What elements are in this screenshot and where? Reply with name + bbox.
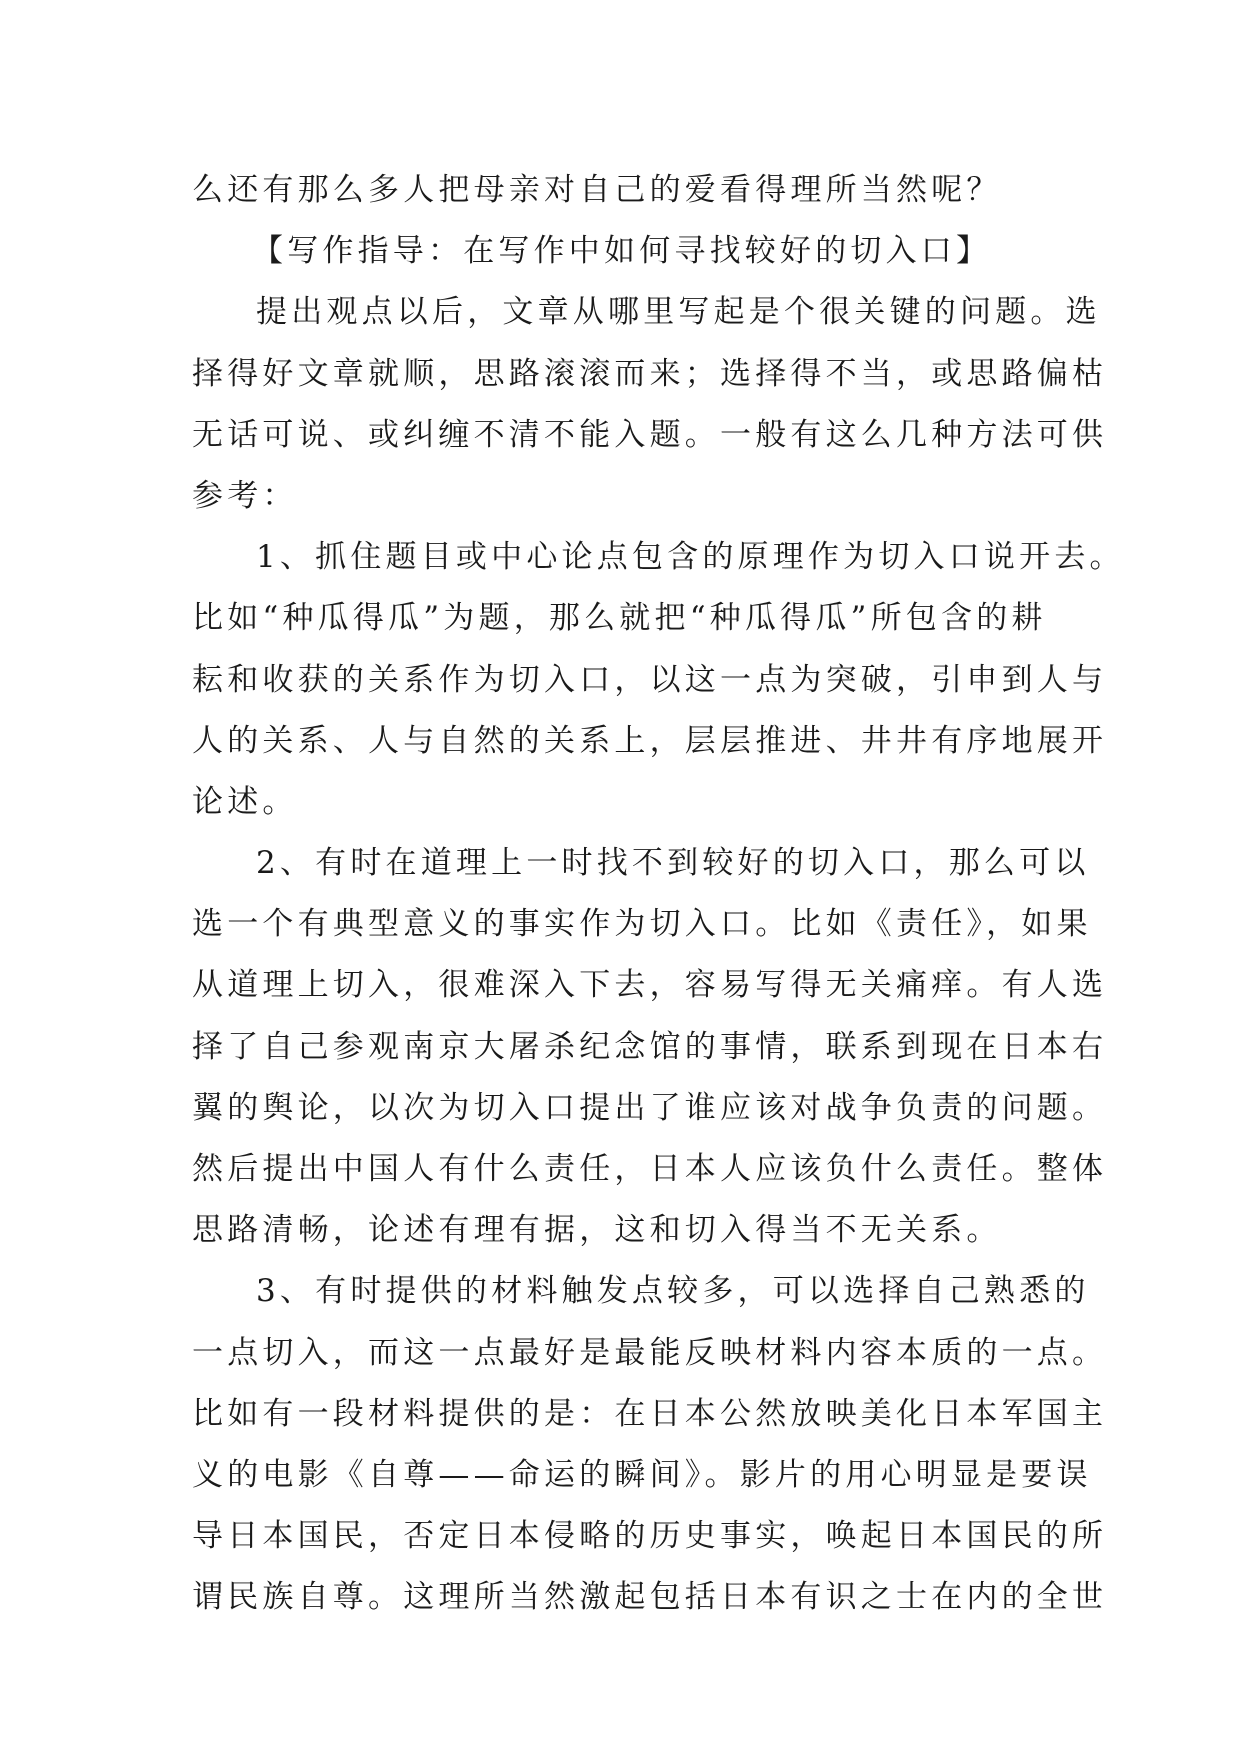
text-line: 参考： <box>192 477 298 514</box>
text-line: 择得好文章就顺，思路滚滚而来；选择得不当，或思路偏枯 <box>192 355 1108 392</box>
text-line: 3、有时提供的材料触发点较多，可以选择自己熟悉的 <box>256 1273 1090 1310</box>
text-line: 么还有那么多人把母亲对自己的爱看得理所当然呢？ <box>192 172 1002 208</box>
text-line: 论述。 <box>192 783 298 820</box>
text-line: 比如“种瓜得瓜”为题，那么就把“种瓜得瓜”所包含的耕 <box>192 600 1047 637</box>
text-line: 义的电影《自尊——命运的瞬间》。影片的用心明显是要误 <box>192 1456 1092 1493</box>
text-line: 无话可说、或纠缠不清不能入题。一般有这么几种方法可供 <box>192 416 1108 453</box>
text-line: 翼的舆论，以次为切入口提出了谁应该对战争负责的问题。 <box>192 1089 1108 1126</box>
text-line: 择了自己参观南京大屠杀纪念馆的事情，联系到现在日本右 <box>192 1028 1108 1065</box>
text-line: 提出观点以后，文章从哪里写起是个很关键的问题。选 <box>256 294 1101 331</box>
section-heading: 【写作指导：在写作中如何寻找较好的切入口】 <box>252 233 992 270</box>
document-body <box>192 160 1125 1629</box>
text-line: 导日本国民，否定日本侵略的历史事实，唤起日本国民的所 <box>192 1518 1108 1555</box>
text-line: 比如有一段材料提供的是：在日本公然放映美化日本军国主 <box>192 1395 1108 1432</box>
text-line: 思路清畅，论述有理有据，这和切入得当不无关系。 <box>192 1212 1002 1249</box>
text-line: 人的关系、人与自然的关系上，层层推进、井井有序地展开 <box>192 722 1108 759</box>
text-line: 2、有时在道理上一时找不到较好的切入口，那么可以 <box>256 845 1090 882</box>
text-line: 一点切入，而这一点最好是最能反映材料内容本质的一点。 <box>192 1334 1108 1371</box>
text-line: 耘和收获的关系作为切入口，以这一点为突破，引申到人与 <box>192 661 1108 698</box>
text-line: 选一个有典型意义的事实作为切入口。比如《责任》，如果 <box>192 906 1092 943</box>
text-line: 谓民族自尊。这理所当然激起包括日本有识之士在内的全世 <box>192 1579 1108 1616</box>
text-line: 1、抓住题目或中心论点包含的原理作为切入口说开去。 <box>256 539 1125 576</box>
text-line: 然后提出中国人有什么责任，日本人应该负什么责任。整体 <box>192 1151 1108 1187</box>
text-line: 从道理上切入，很难深入下去，容易写得无关痛痒。有人选 <box>192 967 1108 1004</box>
